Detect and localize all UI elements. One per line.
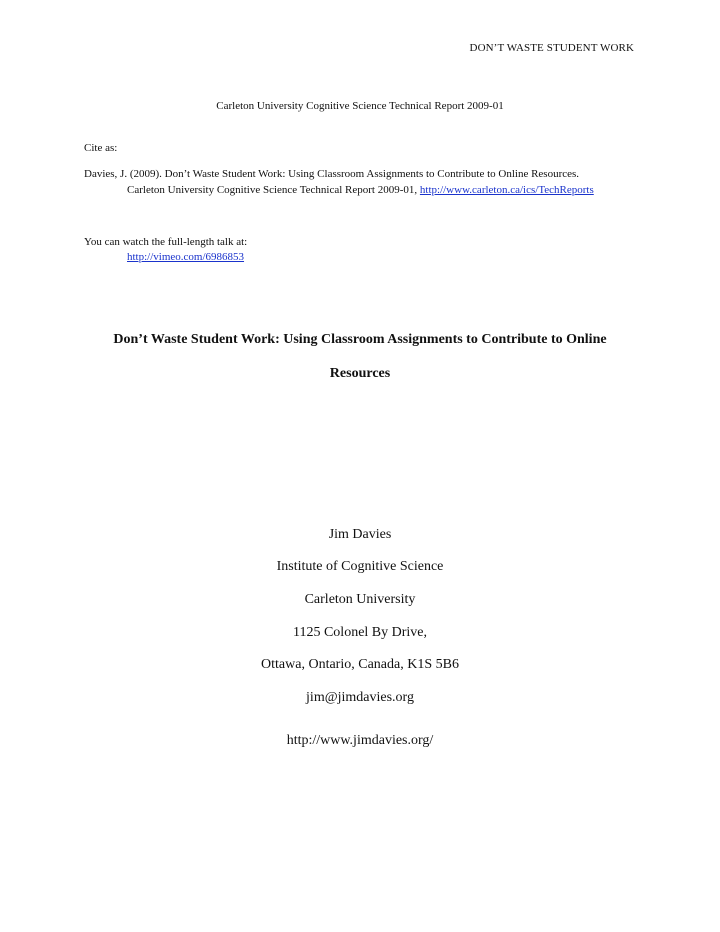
tech-reports-link[interactable]: http://www.carleton.ca/ics/TechReports (419, 184, 594, 196)
citation-line-2-text: Carleton University Cognitive Science Technical Report 2009-01, (127, 184, 420, 196)
author-email: jim@jimdavies.org (306, 690, 414, 705)
author-website: http://www.jimdavies.org/ (286, 733, 434, 748)
report-line: Carleton University Cognitive Science Technical Report 2009-01 (216, 100, 504, 112)
talk-line (127, 251, 244, 263)
author-institute: Institute of Cognitive Science (276, 559, 444, 574)
talk-label: You can watch the full-length talk at: (84, 236, 248, 248)
paper-title-line-1: Don’t Waste Student Work: Using Classroom Assignments to Contribute to Online (113, 332, 607, 347)
author-name: Jim Davies (328, 527, 392, 542)
cite-label: Cite as: (84, 142, 118, 154)
paper-title-line-2: Resources (329, 366, 391, 381)
citation-line-1: Davies, J. (2009). Don’t Waste Student Work: Using Classroom Assignments to Contribute to Online Resources. (84, 168, 580, 180)
vimeo-talk-link[interactable]: http://vimeo.com/6986853 (127, 251, 245, 263)
author-city: Ottawa, Ontario, Canada, K1S 5B6 (261, 657, 459, 672)
author-street: 1125 Colonel By Drive, (292, 625, 428, 640)
citation-line-2 (127, 184, 594, 196)
running-head: DON’T WASTE STUDENT WORK (469, 42, 634, 54)
author-university: Carleton University (304, 592, 416, 607)
